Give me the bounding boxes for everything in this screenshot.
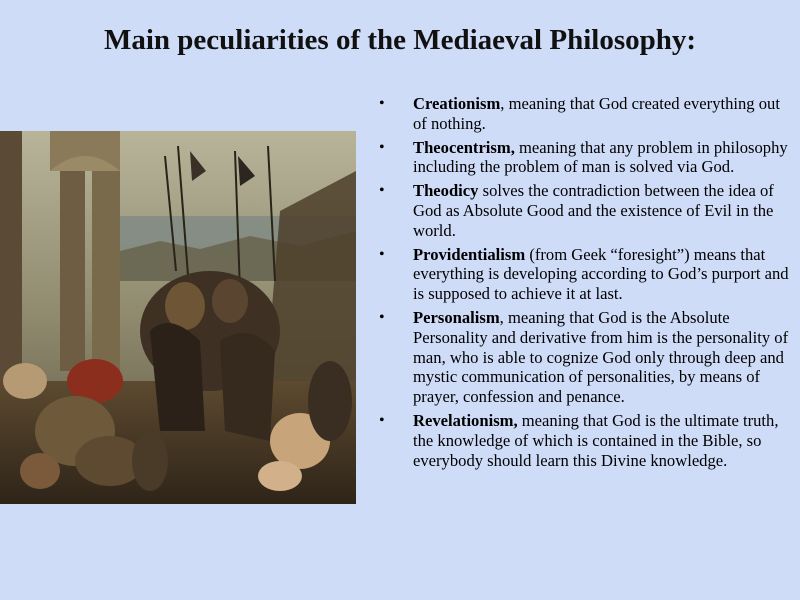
bullet-term: Revelationism, (413, 410, 518, 430)
list-item (370, 411, 790, 470)
list-item (370, 181, 790, 240)
bullet-list (370, 94, 790, 474)
bullet-text: , meaning that God is the Absolute Personality and derivative from him is the personality of man, who is able to cognize God only through deep and mystic communication of personalities, by means of prayer, confession and penance. (413, 307, 789, 407)
bullet-term: Providentialism (413, 244, 526, 264)
bullet-icon: • (379, 245, 385, 263)
bullet-icon: • (379, 411, 385, 429)
historical-painting (0, 131, 356, 504)
bullet-term: Creationism (413, 94, 501, 113)
bullet-icon: • (379, 182, 385, 200)
slide-title: Main peculiarities of the Mediaeval Philosophy: (103, 24, 697, 56)
bullet-text: meaning that God is the ultimate truth, the knowledge of which is contained in the Bible, so everybody should learn this Divine knowledge. (413, 410, 779, 470)
bullet-text: meaning that any problem in philosophy including the problem of man is solved via God. (413, 137, 788, 177)
list-item (370, 308, 790, 407)
list-item (370, 245, 790, 304)
list-item (370, 138, 790, 178)
bullet-text: solves the contradiction between the idea of God as Absolute Good and the existence of Evil in the world. (413, 181, 774, 240)
bullet-icon: • (379, 308, 385, 326)
bullet-term: Personalism (413, 307, 500, 327)
bullet-icon: • (379, 138, 385, 156)
list-item (370, 94, 790, 134)
bullet-term: Theocentrism, (413, 137, 515, 157)
bullet-text: , meaning that God created everything out of nothing. (413, 94, 780, 133)
bullet-icon: • (379, 95, 385, 112)
bullet-term: Theodicy (413, 181, 479, 201)
bullet-text: (from Geek “foresight”) means that everything is developing according to God’s purport and is supposed to achieve it at last. (413, 244, 789, 304)
